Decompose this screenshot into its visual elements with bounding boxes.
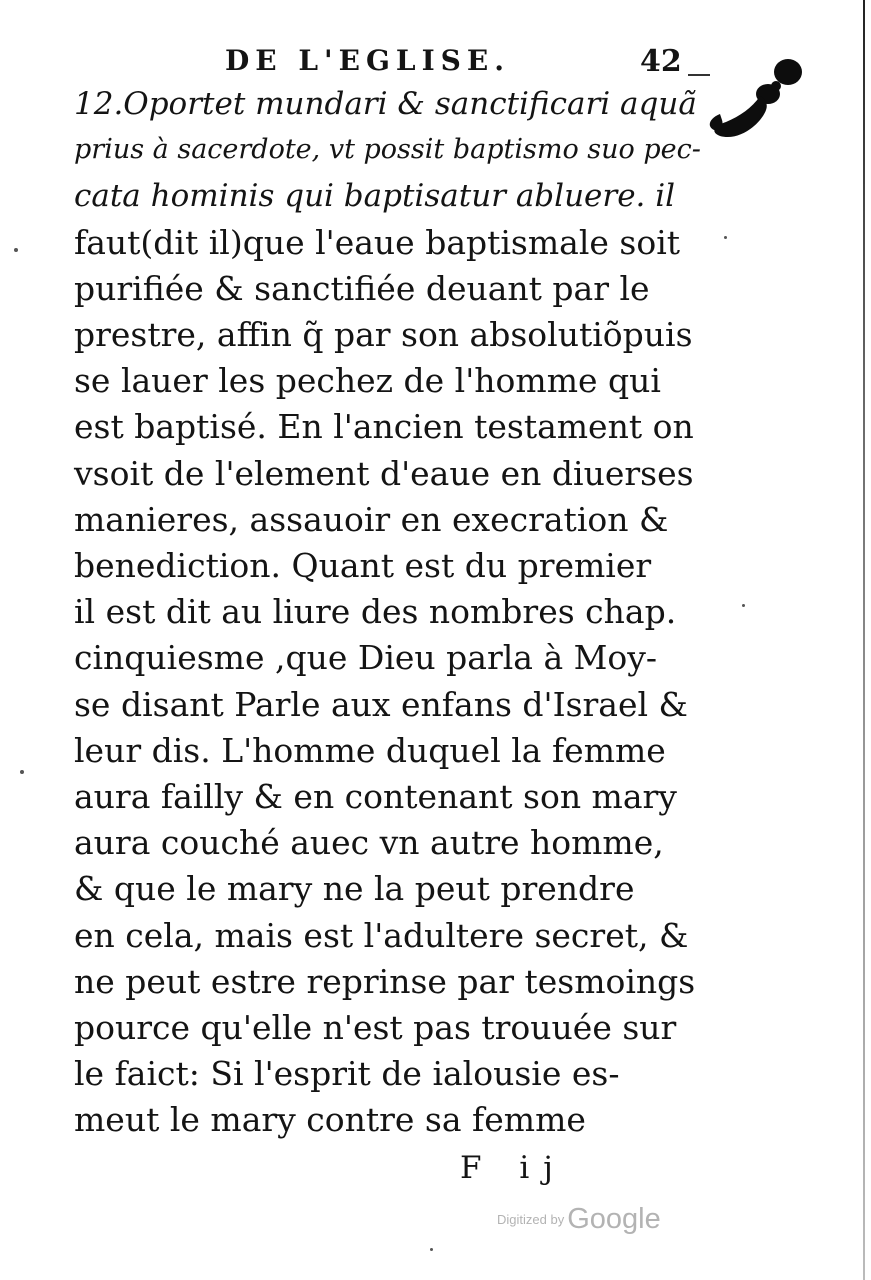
ink-speck [20, 770, 24, 774]
signature-mark: F ij [460, 1150, 567, 1186]
text-line: ne peut estre reprinse par tesmoings [74, 961, 696, 1001]
text-line: aura couché auec vn autre homme, [74, 823, 664, 863]
text-line: cata hominis qui baptisatur abluere. il [74, 178, 676, 215]
text-line: faut(dit il)que l'eaue baptismale soit [74, 222, 681, 262]
text-line: se disant Parle aux enfans d'Israel & [74, 684, 688, 724]
text-line: aura failly & en contenant son mary [74, 777, 677, 816]
ink-speck [430, 1248, 433, 1251]
text-line: prius à sacerdote, vt possit baptismo suo pec- [74, 134, 701, 166]
running-head: DE L'EGLISE. [225, 44, 510, 77]
watermark-prefix: Digitized by [497, 1212, 565, 1227]
ink-speck [742, 604, 745, 607]
text-line: se lauer les pechez de l'homme qui [74, 361, 661, 401]
watermark-brand: Google [567, 1203, 661, 1235]
text-line: meut le mary contre sa femme [74, 1100, 586, 1140]
text-line: pource qu'elle n'est pas trouuée sur [74, 1008, 677, 1047]
previous-page-bleed [80, 0, 800, 4]
text-line: 12.Oportet mundari & sanctificari aquã [74, 86, 697, 122]
digitized-watermark [497, 1203, 661, 1236]
text-line: purifiée & sanctifiée deuant par le [74, 268, 650, 308]
text-line: prestre, affin q̃ par son absolutiõpuis [74, 315, 693, 354]
page-edge-shadow [863, 0, 865, 1280]
ink-blot-icon [700, 52, 810, 152]
text-line: le faict: Si l'esprit de ialousie es- [74, 1054, 620, 1094]
text-line: & que le mary ne la peut prendre [74, 869, 635, 909]
ink-speck [724, 236, 727, 239]
text-line: manieres, assauoir en execration & [74, 499, 669, 539]
folio-number: 42 [640, 44, 682, 79]
text-line: leur dis. L'homme duquel la femme [74, 730, 666, 770]
text-line: vsoit de l'element d'eaue en diuerses [74, 453, 694, 493]
text-line: il est dit au liure des nombres chap. [74, 592, 677, 632]
ink-speck [14, 248, 18, 252]
text-line: en cela, mais est l'adultere secret, & [74, 915, 689, 955]
text-line: est baptisé. En l'ancien testament on [74, 407, 694, 447]
text-line: cinquiesme ,que Dieu parla à Moy- [74, 638, 658, 678]
text-line: benediction. Quant est du premier [74, 546, 652, 585]
